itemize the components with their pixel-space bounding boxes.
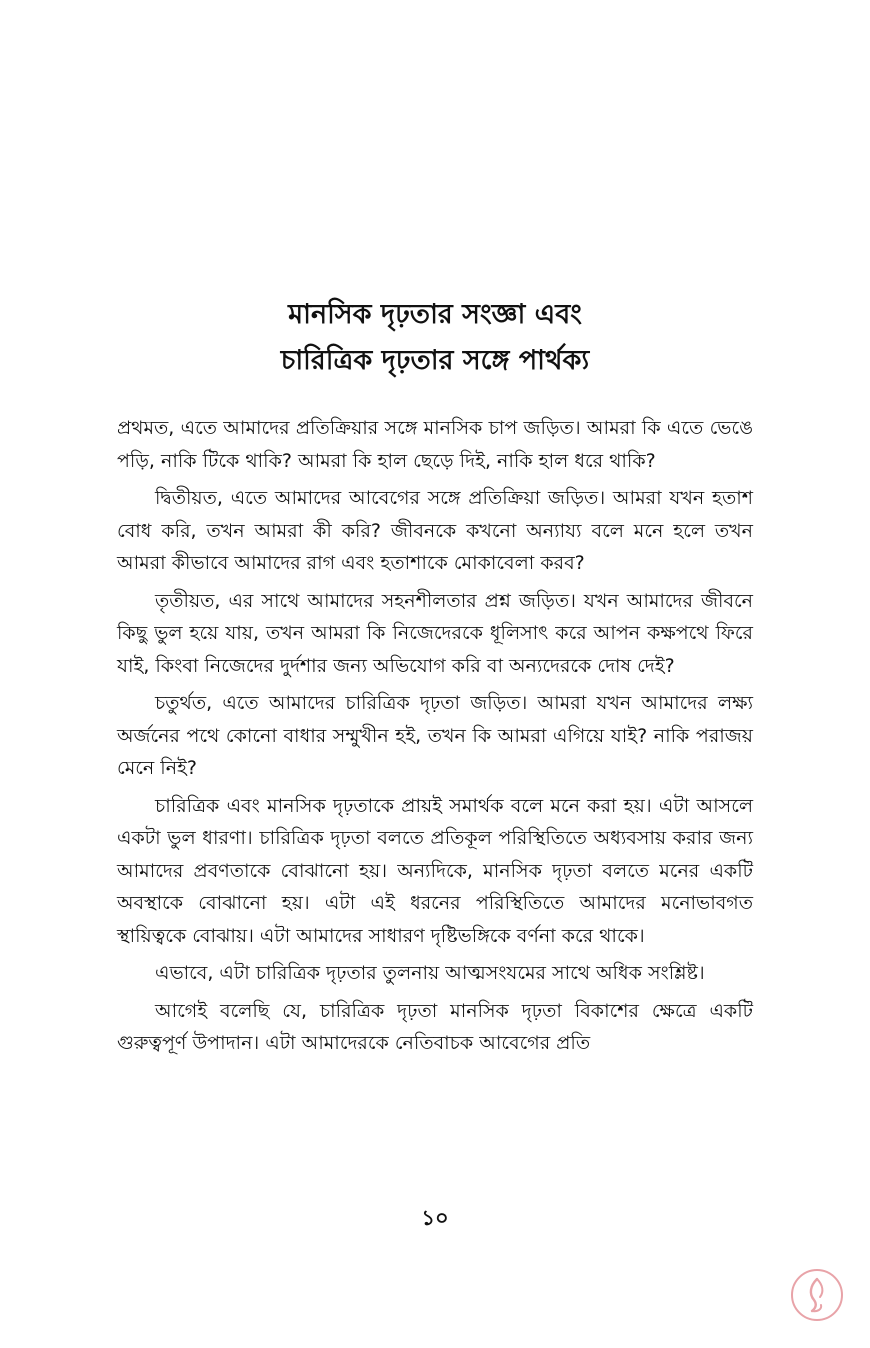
page-number: ১০ <box>421 1206 449 1230</box>
chapter-title-line-1: মানসিক দৃঢ়তার সংজ্ঞা এবং <box>288 299 582 330</box>
paragraph-3: তৃতীয়ত, এর সাথে আমাদের সহনশীলতার প্রশ্ন জড়িত। যখন আমাদের জীবনে কিছু ভুল হয়ে যায়, তখন আমরা কি নিজেদেরকে ধূলিসাৎ করে আপন কক্ষপথে ফিরে যাই, কিংবা নিজেদের দুর্দশার জন্য অভিযোগ করি বা অন্যদেরকে দোষ দেই? <box>117 589 753 677</box>
paragraph-2: দ্বিতীয়ত, এতে আমাদের আবেগের সঙ্গে প্রতিক্রিয়া জড়িত। আমরা যখন হতাশ বোধ করি, তখন আমরা কী করি? জীবনকে কখনো অন্যায্য বলে মনে হলে তখন আমরা কীভাবে আমাদের রাগ এবং হতাশাকে মোকাবেলা করব? <box>117 487 753 574</box>
chapter-title-line-2: চারিত্রিক দৃঢ়তার সঙ্গে পার্থক্য <box>280 345 590 376</box>
paragraph-1: প্রথমত, এতে আমাদের প্রতিক্রিয়ার সঙ্গে মানসিক চাপ জড়িত। আমরা কি এতে ভেঙে পড়ি, নাকি টিকে থাকি? আমরা কি হাল ছেড়ে দিই, নাকি হাল ধরে থাকি? <box>117 417 753 472</box>
publisher-logo-icon <box>790 1268 844 1322</box>
paragraph-4: চতুর্থত, এতে আমাদের চারিত্রিক দৃঢ়তা জড়িত। আমরা যখন আমাদের লক্ষ্য অর্জনের পথে কোনো বাধার সম্মুখীন হই, তখন কি আমরা এগিয়ে যাই? নাকি পরাজয় মেনে নিই? <box>117 692 753 779</box>
paragraph-6: এভাবে, এটা চারিত্রিক দৃঢ়তার তুলনায় আত্মসংযমের সাথে অধিক সংশ্লিষ্ট। <box>155 962 705 984</box>
body-text <box>117 412 753 1065</box>
paragraph-7: আগেই বলেছি যে, চারিত্রিক দৃঢ়তা মানসিক দৃঢ়তা বিকাশের ক্ষেত্রে একটি গুরুত্বপূর্ণ উপাদান। এটা আমাদেরকে নেতিবাচক আবেগের প্রতি <box>117 999 753 1054</box>
chapter-heading <box>117 292 753 384</box>
paragraph-5: চারিত্রিক এবং মানসিক দৃঢ়তাকে প্রায়ই সমার্থক বলে মনে করা হয়। এটা আসলে একটা ভুল ধারণা। চারিত্রিক দৃঢ়তা বলতে প্রতিকূল পরিস্থিতিতে অধ্যবসায় করার জন্য আমাদের প্রবণতাকে বোঝানো হয়। অন্যদিকে, মানসিক দৃঢ়তা বলতে মনের একটি অবস্থাকে বোঝানো হয়। এটা এই ধরনের পরিস্থিতিতে আমাদের মনোভাবগত স্থায়িত্বকে বোঝায়। এটা আমাদের সাধারণ দৃষ্টিভঙ্গিকে বর্ণনা করে থাকে। <box>117 794 753 947</box>
